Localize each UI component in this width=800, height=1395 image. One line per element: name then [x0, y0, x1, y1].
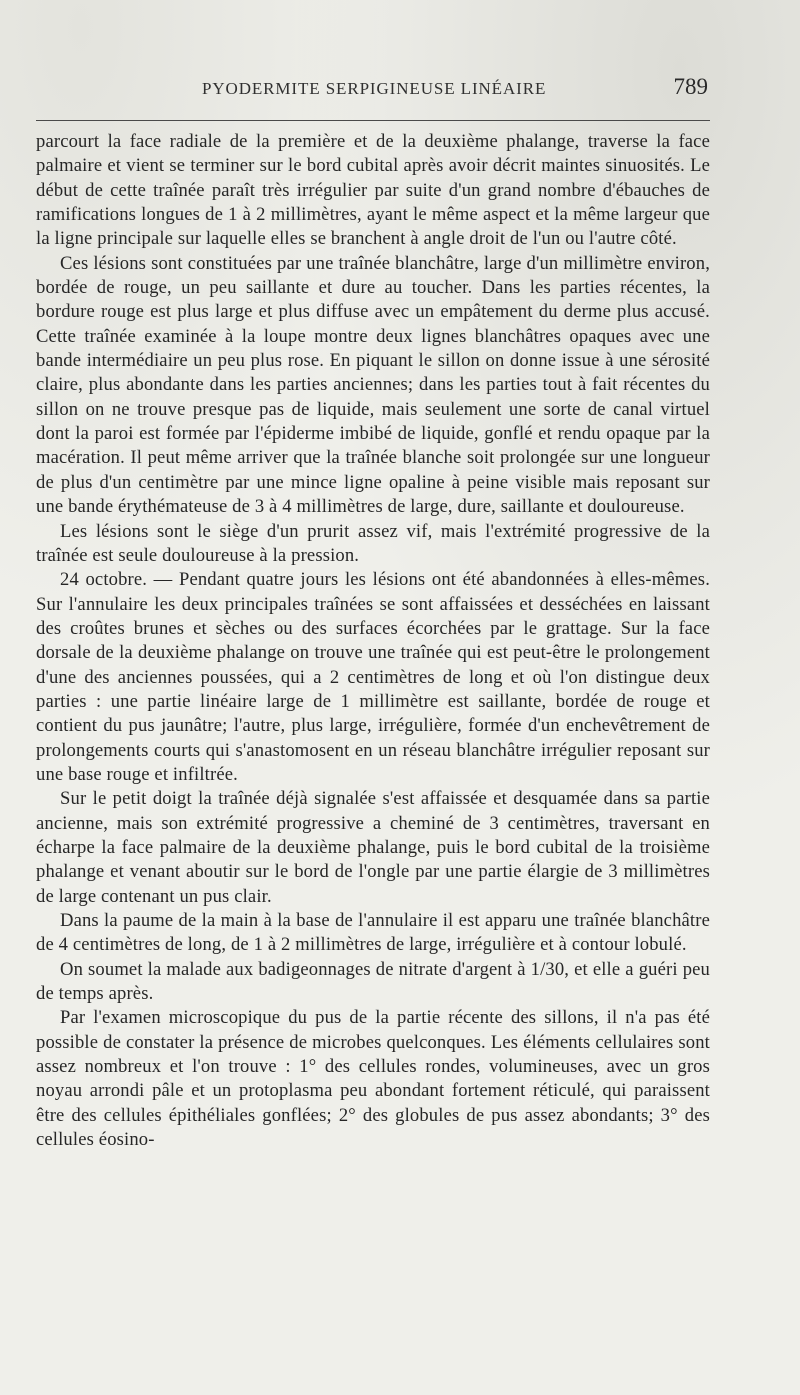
paragraph-microscopy: Par l'examen microscopique du pus de la partie récente des sillons, il n'a pas été possible de constater la présence de microbes quelconques. Les éléments cellulaires sont assez nombreux et l'on trouve : 1° des cellules rondes, volumineuses, avec un gros noyau arrondi pâle et un protoplasma peu abondant fortement réticulé, qui paraissent être des cellules épithéliales gonflées; 2° des globules de pus assez abondants; 3° des cellules éosino- — [36, 1007, 710, 1151]
header-rule — [36, 120, 710, 121]
body-text — [36, 130, 710, 1152]
paragraph-continuation: parcourt la face radiale de la première et de la deuxième phalange, traverse la face palmaire et vient se terminer sur le bord cubital après avoir décrit maintes sinuosités. Le début de cette traînée paraît très irrégulier par suite d'un grand nombre d'ébauches de ramifications longues de 1 à 2 millimètres, ayant le même aspect et la même largeur que la ligne principale sur laquelle elles se branchent à angle droit de l'un ou l'autre côté. — [36, 131, 710, 250]
running-title: PYODERMITE SERPIGINEUSE LINÉAIRE — [202, 79, 547, 98]
paragraph-little-finger: Sur le petit doigt la traînée déjà signalée s'est affaissée et desquamée dans sa partie ancienne, mais son extrémité progressive a cheminé de 3 centimètres, traversant en écharpe la face palmaire de la deuxième phalange, puis le bord cubital de la troisième phalange et venant aboutir sur le bord de l'ongle par une partie élargie de 3 millimètres de large contenant un pus clair. — [36, 788, 710, 907]
page-header — [36, 74, 710, 108]
paragraph-october-24: 24 octobre. — Pendant quatre jours les lésions ont été abandonnées à elles-mêmes. Sur l'annulaire les deux principales traînées se sont affaissées et desséchées en laissant des croûtes brunes et sèches ou des surfaces écorchées par le grattage. Sur la face dorsale de la deuxième phalange on trouve une traînée qui est peut-être le prolongement d'une des anciennes poussées, qui a 2 centimètres de long et où l'on distingue deux parties : une partie linéaire large de 1 millimètre est saillante, bordée de rouge et contient du pus jaunâtre; l'autre, plus large, irrégulière, formée d'un enchevêtrement de prolongements courts qui s'anastomosent en un réseau blanchâtre irrégulier reposant sur une base rouge et infiltrée. — [36, 569, 710, 785]
page-number: 789 — [673, 74, 708, 99]
paragraph-palm: Dans la paume de la main à la base de l'annulaire il est apparu une traînée blanchâtre de 4 centimètres de long, de 1 à 2 millimètres de large, irrégulière et à contour lobulé. — [36, 910, 710, 956]
paragraph-lesions-description: Ces lésions sont constituées par une traînée blanchâtre, large d'un millimètre environ, bordée de rouge, un peu saillante et dure au toucher. Dans les parties récentes, la bordure rouge est plus large et plus diffuse avec un empâtement du derme plus accusé. Cette traînée examinée à la loupe montre deux lignes blanchâtres opaques avec une bande intermédiaire un peu plus rose. En piquant le sillon on donne issue à une sérosité claire, plus abondante dans les parties anciennes; dans les parties tout à fait récentes du sillon on ne trouve presque pas de liquide, mais seulement une sorte de canal virtuel dont la paroi est formée par l'épiderme imbibé de liquide, gonflé et rendu opaque par la macération. Il peut même arriver que la traînée blanche soit prolongée sur une longueur de plus d'un centimètre par une mince ligne opaline à peine visible mais reposant sur une bande érythémateuse de 3 à 4 millimètres de large, dure, saillante et douloureuse. — [36, 252, 710, 518]
paragraph-treatment: On soumet la malade aux badigeonnages de nitrate d'argent à 1/30, et elle a guéri peu de temps après. — [36, 958, 710, 1005]
paragraph-pruritus: Les lésions sont le siège d'un prurit assez vif, mais l'extrémité progressive de la traînée est seule douloureuse à la pression. — [36, 520, 710, 566]
